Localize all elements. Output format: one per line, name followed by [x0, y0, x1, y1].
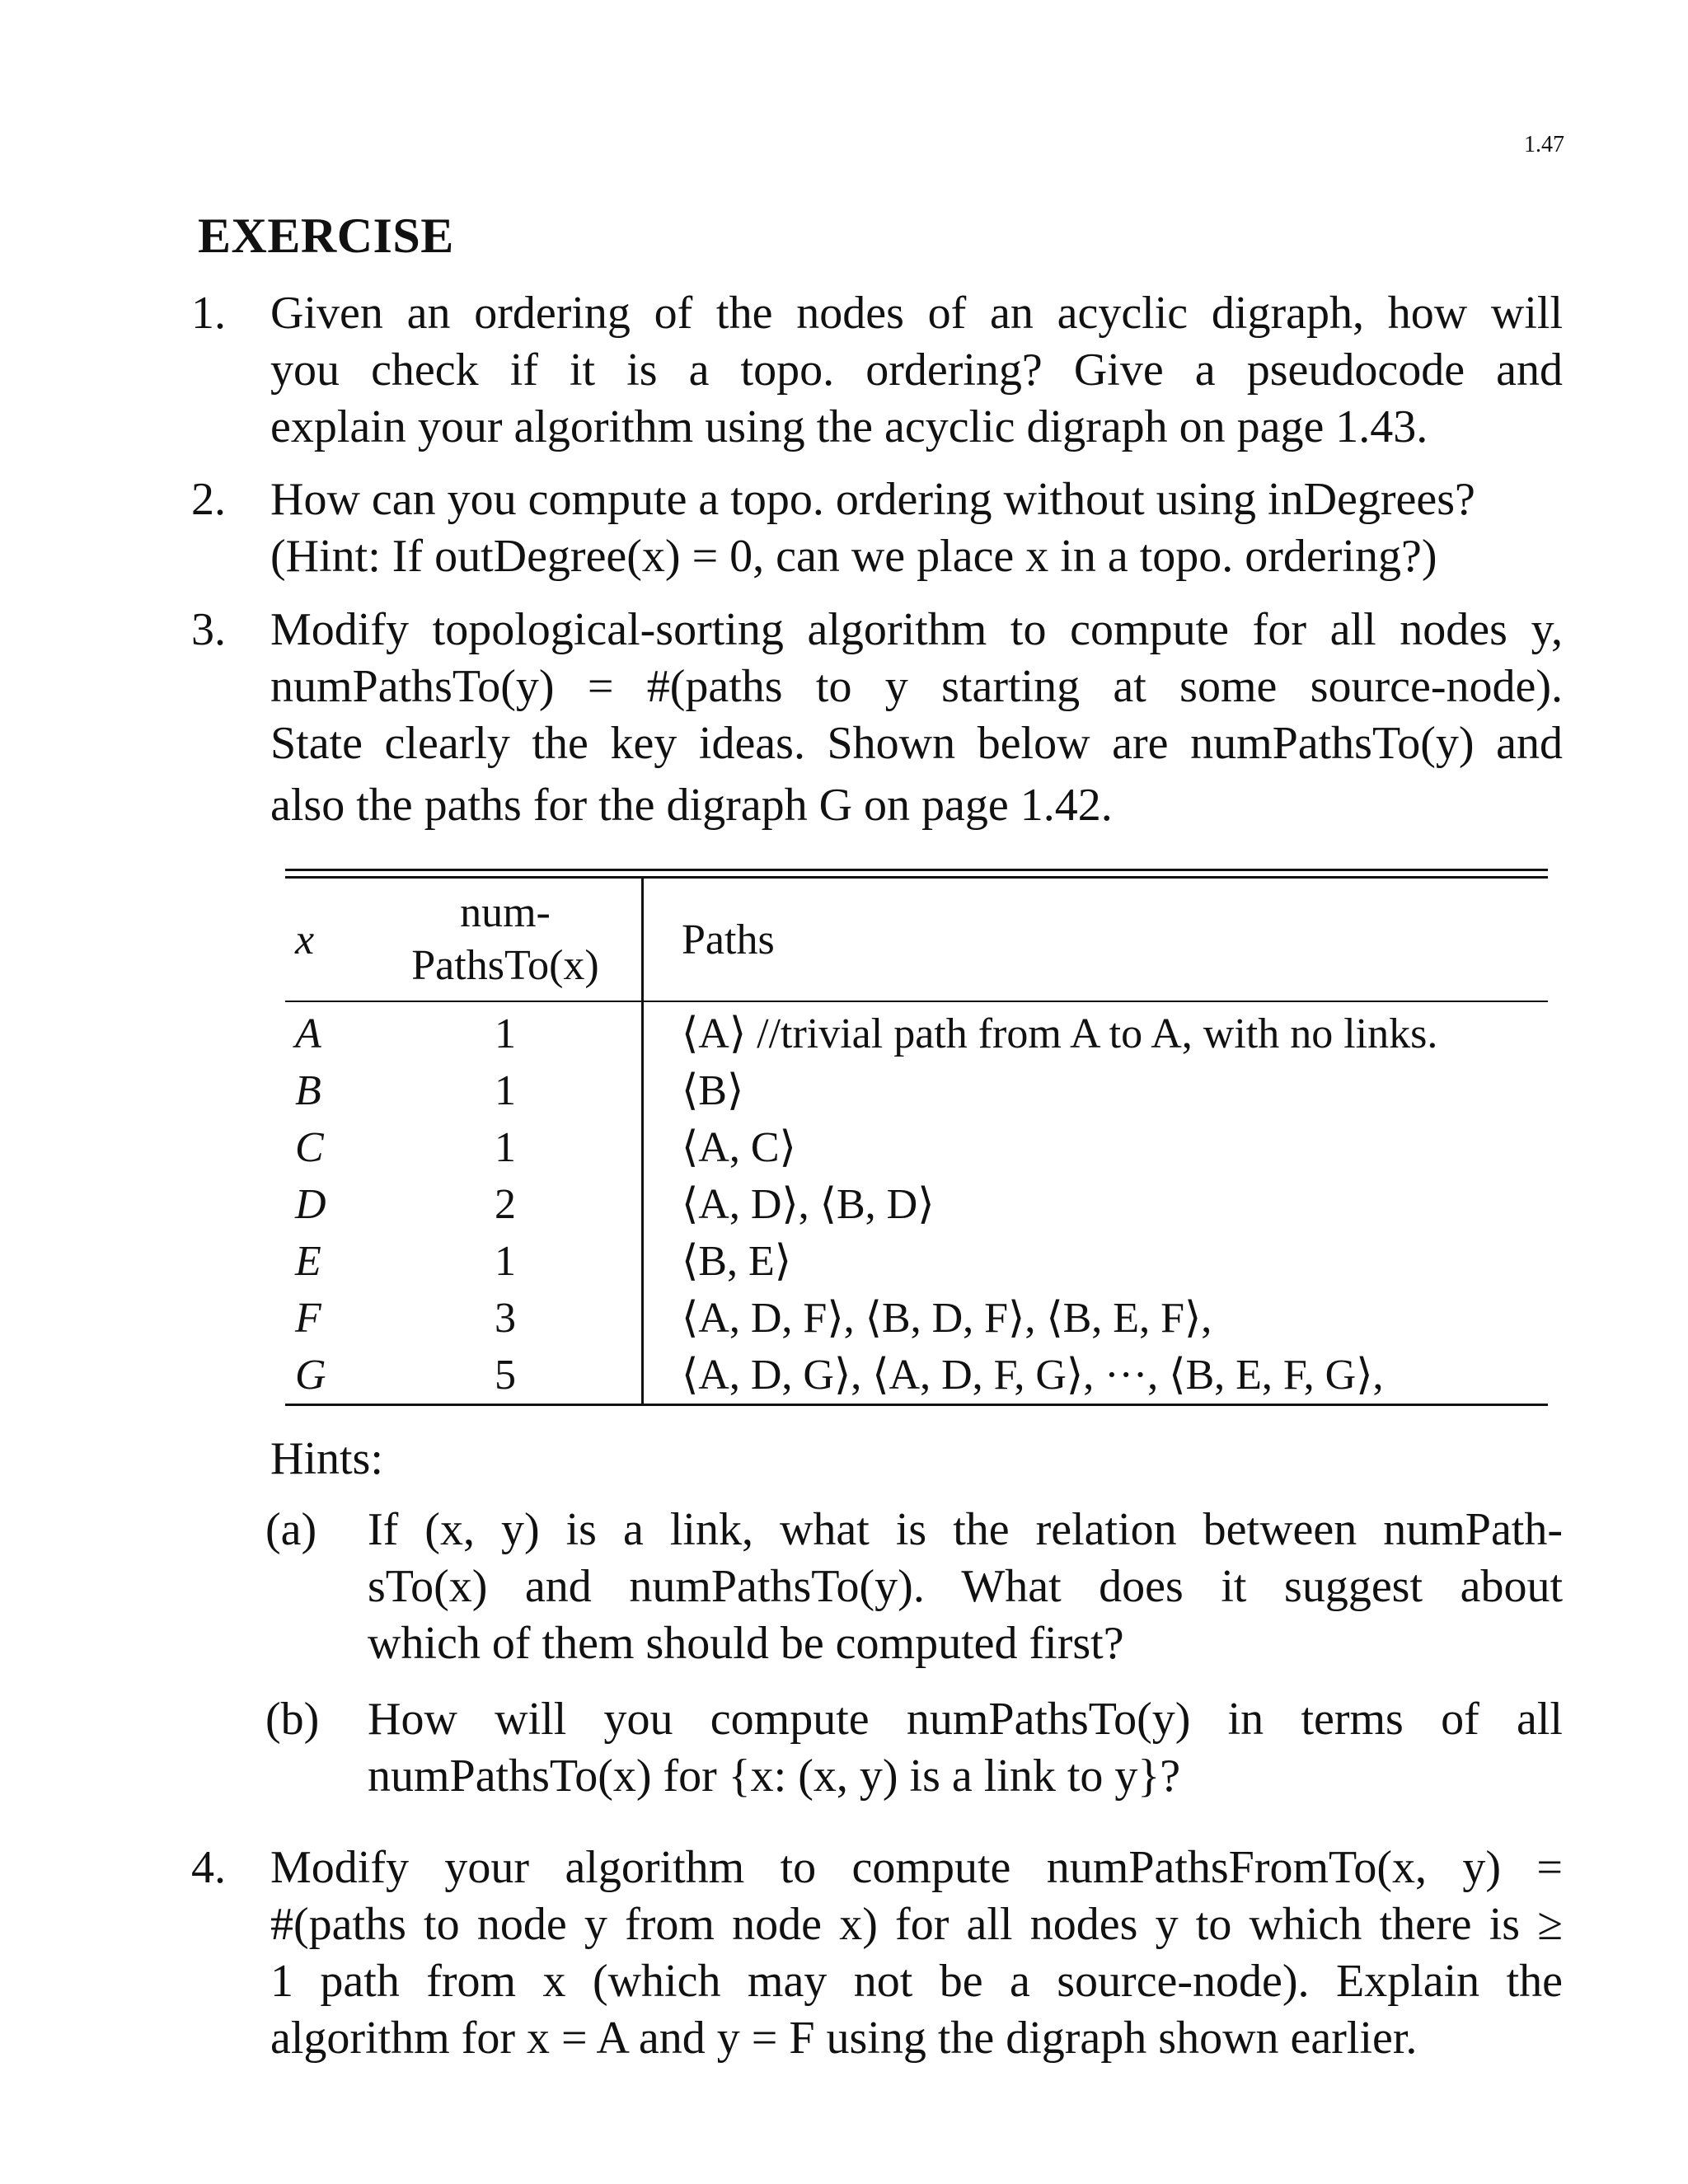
cell-x: D — [295, 1181, 326, 1228]
table-row — [285, 1119, 1548, 1176]
cell-num: 1 — [369, 1119, 643, 1176]
table-header-row — [285, 879, 1548, 1001]
cell-x: A — [295, 1010, 321, 1057]
cell-num: 5 — [369, 1347, 643, 1404]
cell-paths: ⟨B, E⟩ — [682, 1238, 792, 1285]
exercise-number: 3. — [191, 604, 226, 655]
table-row — [285, 1233, 1548, 1290]
header-paths: Paths — [682, 916, 775, 963]
exercise-line: State clearly the key ideas. Shown below are numPathsTo(y) and — [270, 718, 1563, 769]
cell-num: 2 — [369, 1176, 643, 1233]
exercise-2 — [191, 471, 1563, 585]
exercise-line: (Hint: If outDegree(x) = 0, can we place x in a topo. ordering?) — [270, 531, 1437, 582]
exercise-number: 4. — [191, 1842, 226, 1893]
cell-x: G — [295, 1352, 326, 1399]
exercise-line: Modify your algorithm to compute numPathsFromTo(x, y) = — [270, 1842, 1563, 1893]
header-num-line1: num- — [460, 889, 551, 936]
cell-x: C — [295, 1124, 324, 1171]
exercise-line: algorithm for x = A and y = F using the digraph shown earlier. — [270, 2013, 1418, 2064]
table-row — [285, 1176, 1548, 1233]
table-bottom-rule — [285, 1404, 1548, 1406]
exercise-number: 2. — [191, 474, 226, 525]
cell-paths: ⟨A, D, F⟩, ⟨B, D, F⟩, ⟨B, E, F⟩, — [682, 1295, 1212, 1342]
table-top-rule — [285, 869, 1548, 871]
hints-title: Hints: — [270, 1433, 383, 1484]
exercise-line: numPathsTo(y) = #(paths to y starting at some source-node). — [270, 661, 1563, 712]
hint-line: numPathsTo(x) for {x: (x, y) is a link to y}? — [368, 1750, 1181, 1802]
table-row — [285, 1001, 1548, 1062]
table-row — [285, 1062, 1548, 1119]
hint-label: (a) — [265, 1504, 317, 1555]
exercise-number: 1. — [191, 288, 226, 339]
cell-paths: ⟨A⟩ //trivial path from A to A, with no links. — [682, 1010, 1438, 1057]
exercise-1 — [191, 285, 1563, 456]
table-row — [285, 1290, 1548, 1347]
hint-line: How will you compute numPathsTo(y) in terms of all — [368, 1694, 1563, 1745]
section-heading: EXERCISE — [198, 209, 454, 263]
exercise-line: also the paths for the digraph G on page 1.42. — [270, 780, 1113, 831]
cell-paths: ⟨A, D, G⟩, ⟨A, D, F, G⟩, ···, ⟨B, E, F, G⟩, — [682, 1352, 1384, 1399]
table-row — [285, 1347, 1548, 1404]
page-number: 1.47 — [1524, 132, 1564, 157]
exercise-line: #(paths to node y from node x) for all nodes y to which there is ≥ — [270, 1899, 1563, 1950]
exercise-line: 1 path from x (which may not be a source-node). Explain the — [270, 1956, 1563, 2007]
cell-x: E — [295, 1238, 321, 1285]
exercise-line: Modify topological-sorting algorithm to compute for all nodes y, — [270, 604, 1563, 655]
exercise-line: you check if it is a topo. ordering? Give a pseudocode and — [270, 344, 1563, 396]
exercise-4 — [191, 1840, 1563, 2067]
cell-num: 1 — [369, 1233, 643, 1290]
header-num-line2: PathsTo(x) — [411, 942, 599, 989]
exercise-line: explain your algorithm using the acyclic digraph on page 1.43. — [270, 401, 1428, 452]
exercise-line: Given an ordering of the nodes of an acyclic digraph, how will — [270, 288, 1563, 339]
exercise-line: How can you compute a topo. ordering without using inDegrees? — [270, 474, 1475, 525]
hint-line: sTo(x) and numPathsTo(y). What does it suggest about — [368, 1561, 1563, 1612]
cell-num: 1 — [369, 1001, 643, 1062]
header-x: x — [295, 916, 315, 963]
cell-paths: ⟨A, C⟩ — [682, 1124, 796, 1171]
cell-num: 1 — [369, 1062, 643, 1119]
header-num-paths — [369, 879, 643, 1001]
cell-paths: ⟨B⟩ — [682, 1067, 744, 1114]
cell-x: B — [295, 1067, 321, 1114]
hint-b — [265, 1691, 1563, 1805]
hint-a — [265, 1502, 1563, 1672]
cell-num: 3 — [369, 1290, 643, 1347]
paths-table — [285, 869, 1548, 1406]
cell-x: F — [295, 1295, 321, 1342]
hint-line: If (x, y) is a link, what is the relation between numPath- — [368, 1504, 1563, 1555]
hint-label: (b) — [265, 1694, 320, 1745]
hint-line: which of them should be computed first? — [368, 1618, 1124, 1669]
exercise-3 — [191, 602, 1563, 834]
cell-paths: ⟨A, D⟩, ⟨B, D⟩ — [682, 1181, 935, 1228]
